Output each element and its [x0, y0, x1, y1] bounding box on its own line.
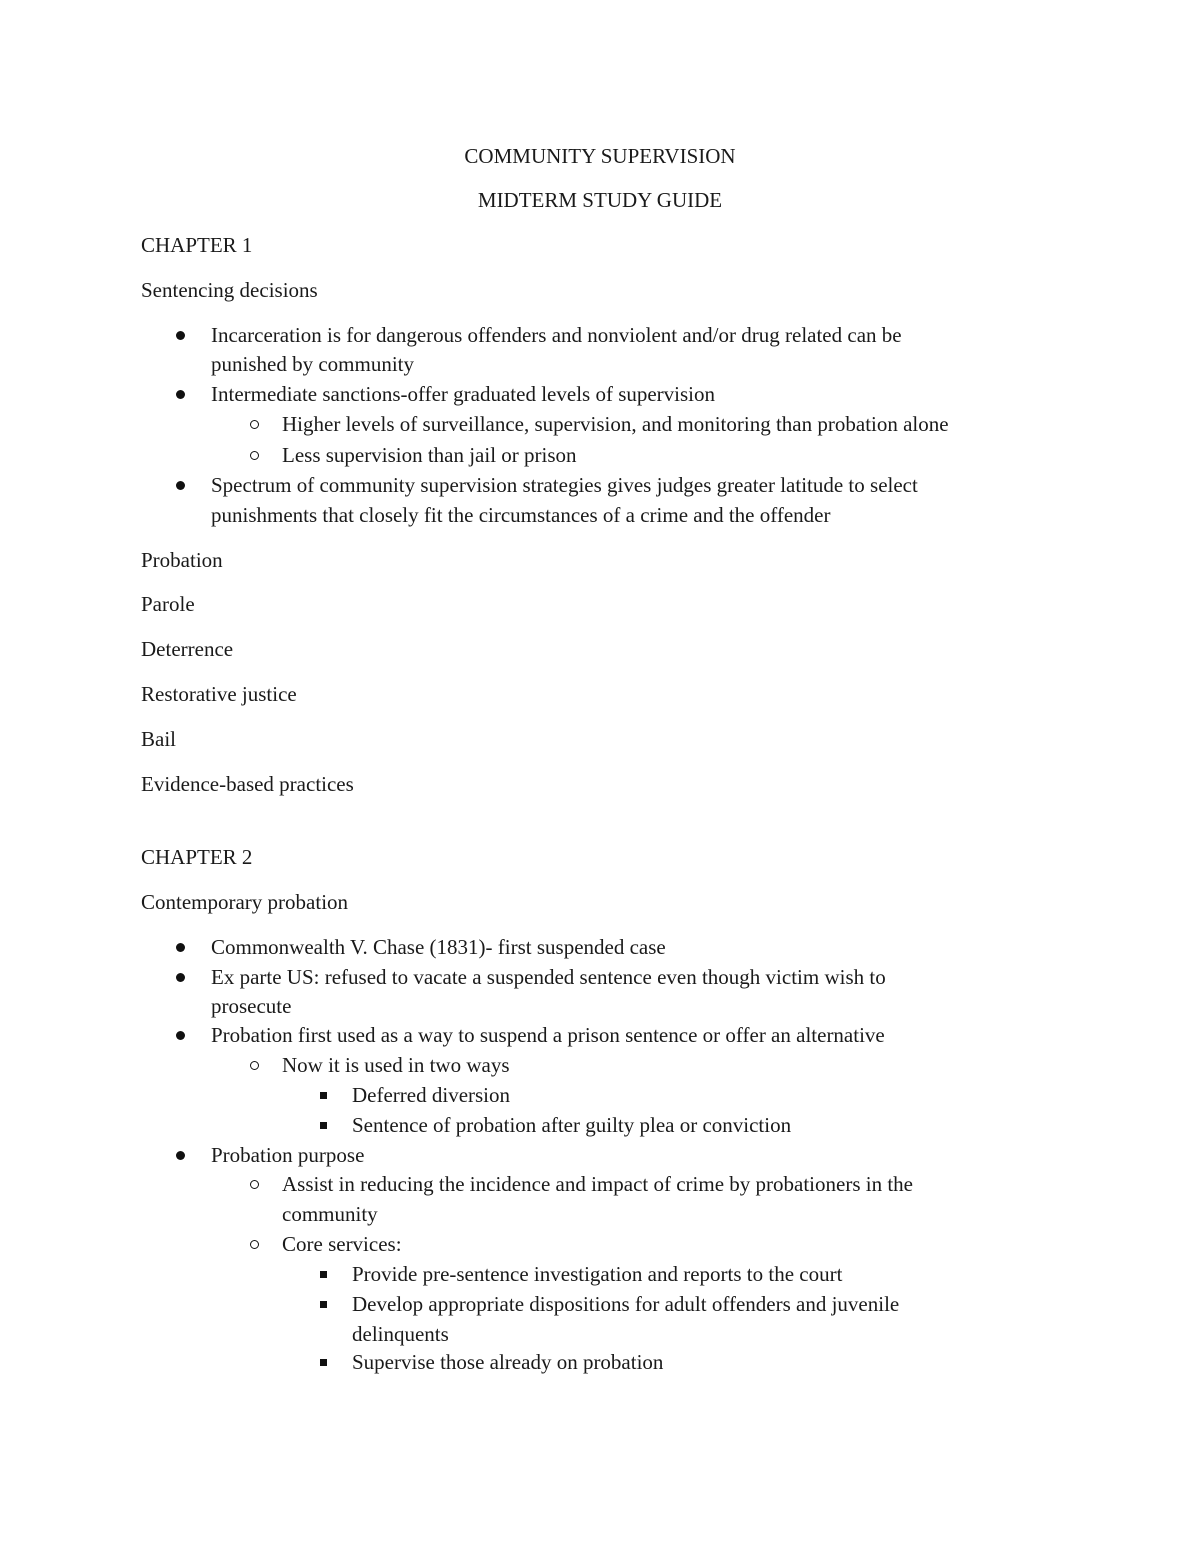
sub-bullet-text-continued: community — [282, 1202, 378, 1226]
topic-contemporary-probation: Contemporary probation — [141, 890, 349, 914]
bullet-text: Probation purpose — [211, 1143, 365, 1167]
bullet-text-continued: prosecute — [211, 994, 292, 1018]
bullet-dot-icon — [176, 481, 185, 490]
chapter-1-heading: CHAPTER 1 — [141, 233, 253, 257]
bullet-square-icon — [320, 1092, 327, 1099]
sub-bullet-text: Higher levels of surveillance, supervision, and monitoring than probation alone — [282, 412, 949, 436]
bullet-circle-icon — [250, 420, 259, 429]
sub-sub-bullet-text: Develop appropriate dispositions for adult offenders and juvenile — [352, 1292, 900, 1316]
bullet-square-icon — [320, 1359, 327, 1366]
term-item: Probation — [141, 548, 223, 572]
term-item: Evidence-based practices — [141, 772, 354, 796]
bullet-text: Spectrum of community supervision strategies gives judges greater latitude to select — [211, 473, 918, 497]
sub-sub-bullet-text: Provide pre-sentence investigation and reports to the court — [352, 1262, 843, 1286]
chapter-2-heading: CHAPTER 2 — [141, 845, 253, 869]
bullet-text: Ex parte US: refused to vacate a suspended sentence even though victim wish to — [211, 965, 886, 989]
bullet-text: Probation first used as a way to suspend a prison sentence or offer an alternative — [211, 1023, 885, 1047]
bullet-dot-icon — [176, 1031, 185, 1040]
sub-bullet-text: Assist in reducing the incidence and impact of crime by probationers in the — [282, 1172, 913, 1196]
topic-sentencing-decisions: Sentencing decisions — [141, 278, 318, 302]
bullet-dot-icon — [176, 1151, 185, 1160]
term-item: Bail — [141, 727, 176, 751]
term-item: Parole — [141, 592, 195, 616]
sub-sub-bullet-text-continued: delinquents — [352, 1322, 449, 1346]
bullet-circle-icon — [250, 451, 259, 460]
sub-sub-bullet-text: Deferred diversion — [352, 1083, 511, 1107]
bullet-dot-icon — [176, 973, 185, 982]
bullet-text: Intermediate sanctions-offer graduated levels of supervision — [211, 382, 716, 406]
bullet-dot-icon — [176, 943, 185, 952]
bullet-text-continued: punishments that closely fit the circumstances of a crime and the offender — [211, 503, 831, 527]
sub-sub-bullet-text: Supervise those already on probation — [352, 1350, 664, 1374]
document-subtitle: MIDTERM STUDY GUIDE — [477, 188, 723, 212]
sub-bullet-text: Now it is used in two ways — [282, 1053, 510, 1077]
bullet-square-icon — [320, 1122, 327, 1129]
bullet-dot-icon — [176, 331, 185, 340]
term-item: Deterrence — [141, 637, 234, 661]
document-title: COMMUNITY SUPERVISION — [464, 144, 736, 168]
bullet-text: Incarceration is for dangerous offenders and nonviolent and/or drug related can be — [211, 323, 902, 347]
bullet-circle-icon — [250, 1061, 259, 1070]
bullet-square-icon — [320, 1301, 327, 1308]
bullet-circle-icon — [250, 1180, 259, 1189]
bullet-dot-icon — [176, 390, 185, 399]
bullet-circle-icon — [250, 1240, 259, 1249]
bullet-text-continued: punished by community — [211, 352, 414, 376]
bullet-text: Commonwealth V. Chase (1831)- first suspended case — [211, 935, 666, 959]
bullet-square-icon — [320, 1271, 327, 1278]
sub-sub-bullet-text: Sentence of probation after guilty plea or conviction — [352, 1113, 792, 1137]
term-item: Restorative justice — [141, 682, 297, 706]
sub-bullet-text: Less supervision than jail or prison — [282, 443, 577, 467]
sub-bullet-text: Core services: — [282, 1232, 402, 1256]
